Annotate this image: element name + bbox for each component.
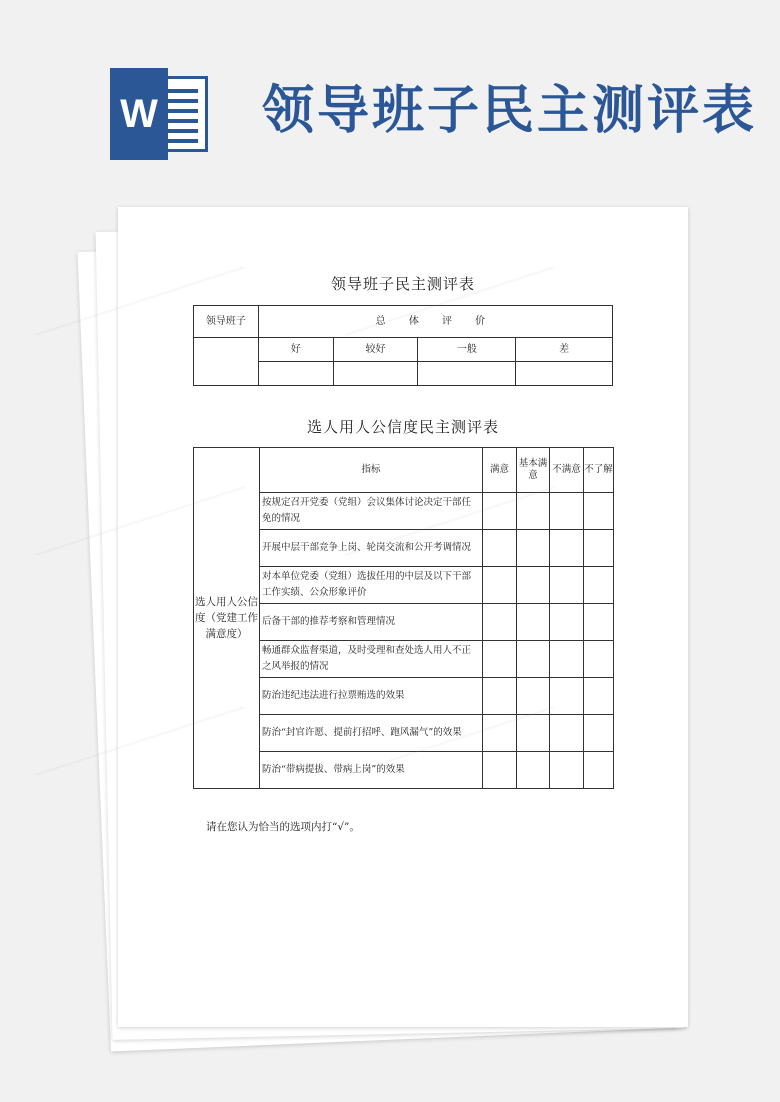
mark-cell[interactable]: [517, 530, 550, 567]
paper-front-sheet: [118, 207, 688, 1027]
indicator-cell: 防治“带病提拔、带病上岗”的效果: [260, 752, 483, 789]
indicator-cell: 防治违纪违法进行拉票贿选的效果: [260, 678, 483, 715]
indicator-cell: 对本单位党委（党组）选拔任用的中层及以下干部工作实绩、公众形象评价: [260, 567, 483, 604]
row-label-leadership: 领导班子: [194, 306, 259, 338]
rating-header: 基本满意: [517, 448, 550, 493]
empty-cell: [194, 338, 259, 386]
mark-cell[interactable]: [517, 678, 550, 715]
word-logo-icon: [110, 68, 210, 160]
mark-cell[interactable]: [517, 641, 550, 678]
mark-cell-average[interactable]: [418, 362, 516, 386]
mark-cell[interactable]: [584, 641, 614, 678]
overall-evaluation-header: 总 体 评 价: [258, 306, 612, 338]
rating-header: 不了解: [584, 448, 614, 493]
mark-cell[interactable]: [550, 567, 584, 604]
option-header: 差: [516, 338, 613, 362]
page-title: 领导班子民主测评表: [262, 81, 758, 141]
selection-credibility-table: [193, 447, 614, 789]
mark-cell[interactable]: [517, 715, 550, 752]
mark-cell[interactable]: [584, 567, 614, 604]
mark-cell[interactable]: [517, 604, 550, 641]
table1-title: 领导班子民主测评表: [330, 275, 475, 293]
mark-cell[interactable]: [483, 715, 517, 752]
option-header: 较好: [333, 338, 418, 362]
mark-cell[interactable]: [550, 493, 584, 530]
indicator-cell: 后备干部的推荐考察和管理情况: [260, 604, 483, 641]
mark-cell[interactable]: [584, 530, 614, 567]
mark-cell[interactable]: [483, 641, 517, 678]
table2-title: 选人用人公信度民主测评表: [306, 418, 499, 436]
mark-cell[interactable]: [550, 678, 584, 715]
mark-cell[interactable]: [550, 604, 584, 641]
mark-cell[interactable]: [550, 752, 584, 789]
option-header: 好: [258, 338, 333, 362]
mark-cell[interactable]: [483, 493, 517, 530]
rating-header: 不满意: [550, 448, 584, 493]
mark-cell[interactable]: [550, 715, 584, 752]
category-cell: 选人用人公信度（党建工作满意度）: [194, 448, 260, 789]
mark-cell[interactable]: [483, 678, 517, 715]
mark-cell[interactable]: [584, 715, 614, 752]
indicator-header: 指标: [260, 448, 483, 493]
mark-cell[interactable]: [483, 567, 517, 604]
word-letter: W: [110, 68, 168, 160]
mark-cell[interactable]: [517, 567, 550, 604]
indicator-cell: 按规定召开党委（党组）会议集体讨论决定干部任免的情况: [260, 493, 483, 530]
mark-cell[interactable]: [483, 604, 517, 641]
leadership-evaluation-table: [193, 305, 613, 386]
mark-cell[interactable]: [584, 678, 614, 715]
mark-cell[interactable]: [483, 752, 517, 789]
mark-cell[interactable]: [550, 641, 584, 678]
option-header: 一般: [418, 338, 516, 362]
indicator-cell: 畅通群众监督渠道，及时受理和查处选人用人不正之风举报的情况: [260, 641, 483, 678]
mark-cell[interactable]: [517, 752, 550, 789]
mark-cell[interactable]: [584, 752, 614, 789]
instruction-note: 请在您认为恰当的选项内打“√”。: [206, 821, 360, 833]
indicator-cell: 开展中层干部竞争上岗、轮岗交流和公开考调情况: [260, 530, 483, 567]
mark-cell[interactable]: [550, 530, 584, 567]
rating-header: 满意: [483, 448, 517, 493]
mark-cell[interactable]: [517, 493, 550, 530]
mark-cell[interactable]: [584, 493, 614, 530]
indicator-cell: 防治“封官许愿、提前打招呼、跑风漏气”的效果: [260, 715, 483, 752]
mark-cell-poor[interactable]: [516, 362, 613, 386]
mark-cell-good[interactable]: [258, 362, 333, 386]
mark-cell-fairly-good[interactable]: [333, 362, 418, 386]
mark-cell[interactable]: [584, 604, 614, 641]
mark-cell[interactable]: [483, 530, 517, 567]
